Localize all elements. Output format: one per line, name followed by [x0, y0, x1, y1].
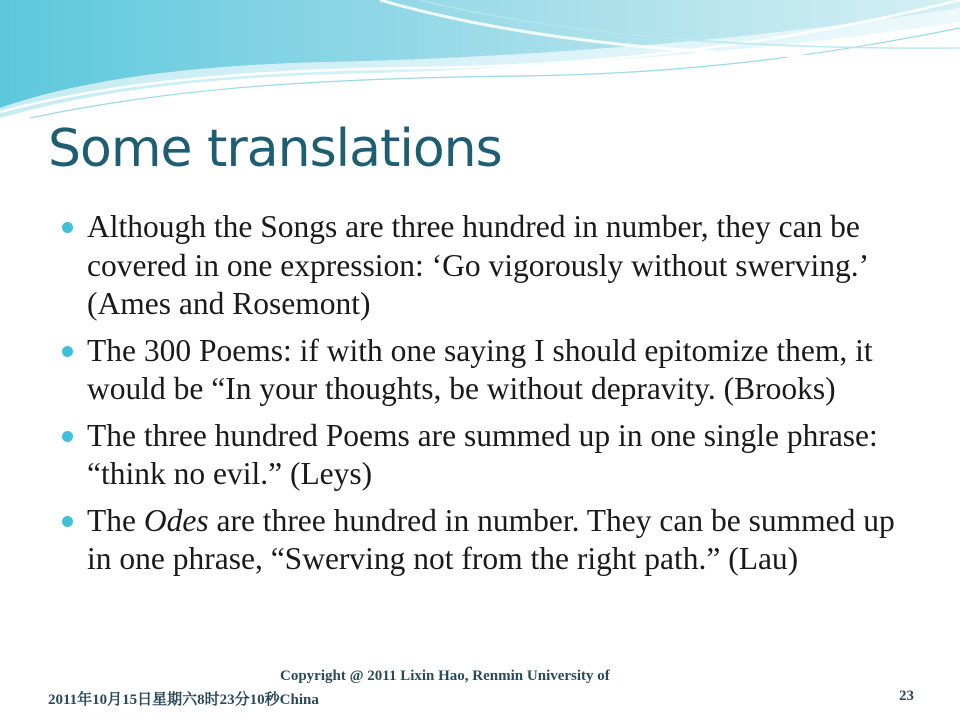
- bullet-text-after: are three hundred in number. They can be summed up in one phrase, “Swerving not from the right path.” (Lau): [87, 502, 895, 576]
- slide-title: Some translations: [48, 119, 502, 179]
- bullet-list: [62, 208, 922, 587]
- bullet-text: The three hundred Poems are summed up in one single phrase: “think no evil.” (Leys): [87, 417, 878, 491]
- bullet-item: [62, 502, 922, 579]
- bullet-text: The 300 Poems: if with one saying I should epitomize them, it would be “In your thoughts, be without depravity. (Brooks): [87, 332, 873, 406]
- bullet-dot-icon: [62, 222, 73, 233]
- footer-copyright: Copyright @ 2011 Lixin Hao, Renmin University of: [280, 668, 610, 684]
- bullet-dot-icon: [62, 346, 73, 357]
- bullet-dot-icon: [62, 431, 73, 442]
- footer-date: 2011年10月15日星期六8时23分10秒China: [48, 692, 319, 708]
- bullet-dot-icon: [62, 516, 73, 527]
- bullet-text-before: The: [87, 502, 144, 538]
- bullet-item: [62, 417, 922, 494]
- slide-number: 23: [899, 688, 914, 704]
- bullet-item: [62, 332, 922, 409]
- bullet-text: [87, 503, 895, 577]
- bullet-item: [62, 208, 922, 324]
- bullet-text-italic: Odes: [143, 502, 209, 538]
- bullet-text: Although the Songs are three hundred in number, they can be covered in one expression: ‘Go vigorously without swerving.’ (Ames and Rosemont): [87, 209, 867, 321]
- header-wave-decoration: [0, 0, 960, 130]
